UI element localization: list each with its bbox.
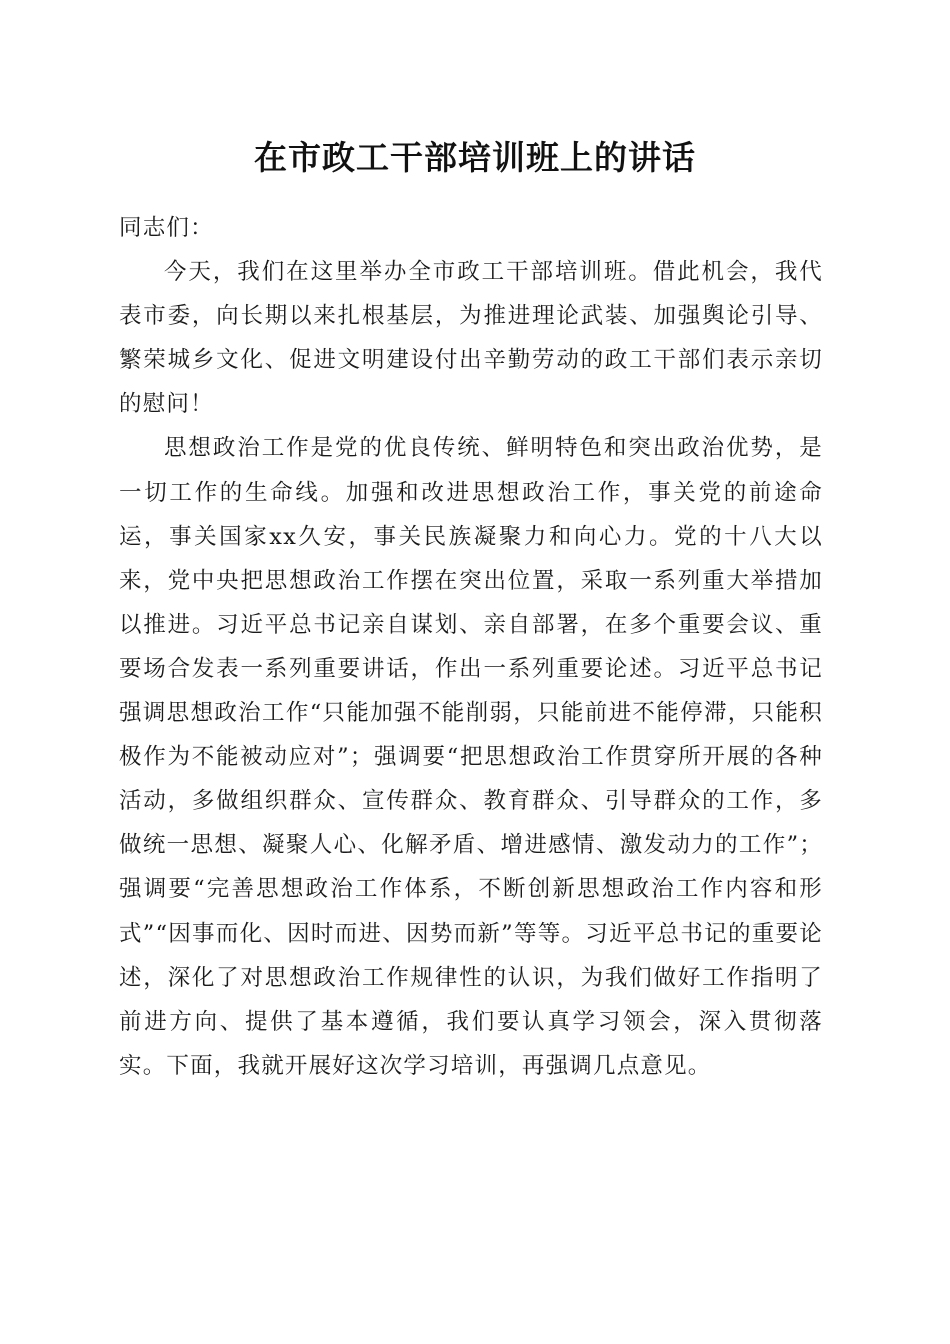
paragraph-1: 今天，我们在这里举办全市政工干部培训班。借此机会，我代表市委，向长期以来扎根基层，为推进理论武装、加强舆论引导、繁荣城乡文化、促进文明建设付出辛勤劳动的政工干部们表示亲切的慰问！ xyxy=(119,259,823,418)
document-body xyxy=(119,206,823,1088)
paragraph-2: 思想政治工作是党的优良传统、鲜明特色和突出政治优势，是一切工作的生命线。加强和改进思想政治工作，事关党的前途命运，事关国家xx久安，事关民族凝聚力和向心力。党的十八大以来，党中央把思想政治工作摆在突出位置，采取一系列重大举措加以推进。习近平总书记亲自谋划、亲自部署，在多个重要会议、重要场合发表一系列重要讲话，作出一系列重要论述。习近平总书记强调思想政治工作“只能加强不能削弱，只能前进不能停滞，只能积极作为不能被动应对”；强调要“把思想政治工作贯穿所开展的各种活动，多做组织群众、宣传群众、教育群众、引导群众的工作，多做统一思想、凝聚人心、化解矛盾、增进感情、激发动力的工作”；强调要“完善思想政治工作体系，不断创新思想政治工作内容和形式”“因事而化、因时而进、因势而新”等等。习近平总书记的重要论述，深化了对思想政治工作规律性的认识，为我们做好工作指明了前进方向、提供了基本遵循，我们要认真学习领会，深入贯彻落实。下面，我就开展好这次学习培训，再强调几点意见。 xyxy=(119,435,823,1079)
salutation: 同志们： xyxy=(119,215,214,241)
document-title: 在市政工干部培训班上的讲话 xyxy=(254,138,696,177)
